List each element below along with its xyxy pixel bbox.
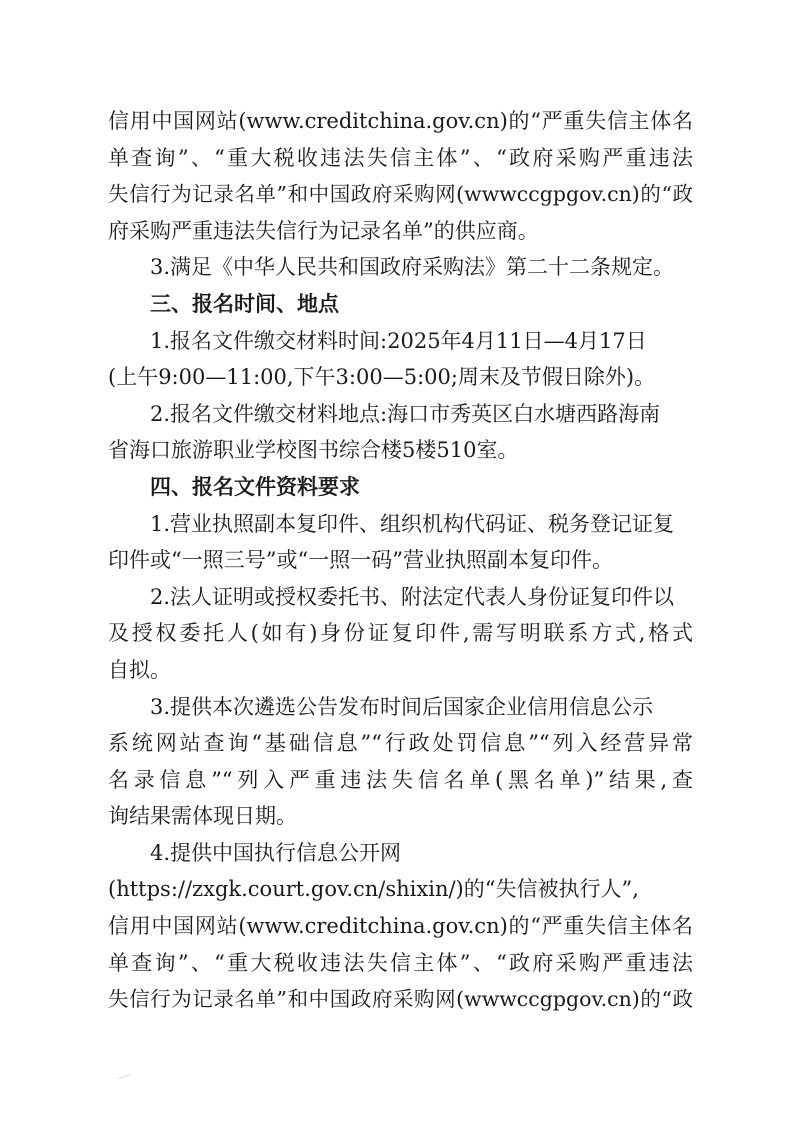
text-line: 省海口旅游职业学校图书综合楼5楼510室。 bbox=[108, 438, 519, 463]
section-heading: 三、报名时间、地点 bbox=[150, 291, 339, 316]
text-line: 4.提供中国执行信息公开网 bbox=[150, 840, 402, 865]
text-line: 信用中国网站(www.creditchina.gov.cn)的“严重失信主体名 bbox=[108, 914, 693, 939]
text-line: 失信行为记录名单”和中国政府采购网(wwwccgpgov.cn)的“政 bbox=[108, 987, 693, 1012]
text-line: 信用中国网站(www.creditchina.gov.cn)的“严重失信主体名 bbox=[108, 109, 693, 133]
scan-mark bbox=[117, 1074, 132, 1085]
text-line: 1.报名文件缴交材料时间:2025年4月11日—4月17日 bbox=[150, 328, 647, 353]
text-line: 印件或“一照三号”或“一照一码”营业执照副本复印件。 bbox=[108, 548, 613, 573]
text-line: 询结果需体现日期。 bbox=[108, 804, 297, 829]
text-line: 单查询”、“重大税收违法失信主体”、“政府采购严重违法 bbox=[108, 145, 693, 170]
text-line: 1.营业执照副本复印件、组织机构代码证、税务登记证复 bbox=[150, 511, 675, 536]
text-line: 2.报名文件缴交材料地点:海口市秀英区白水塘西路海南 bbox=[150, 401, 661, 426]
text-line: 名录信息”“列入严重违法失信名单(黑名单)”结果,查 bbox=[108, 767, 693, 792]
text-line: 2.法人证明或授权委托书、附法定代表人身份证复印件以 bbox=[150, 584, 675, 609]
text-line: 及授权委托人(如有)身份证复印件,需写明联系方式,格式 bbox=[108, 621, 693, 646]
text-line: 失信行为记录名单”和中国政府采购网(wwwccgpgov.cn)的“政 bbox=[108, 182, 693, 207]
text-line: 自拟。 bbox=[108, 657, 171, 682]
text-line: (https://zxgk.court.gov.cn/shixin/)的“失信被执行人”, bbox=[108, 877, 639, 902]
text-line: 系统网站查询“基础信息”“行政处罚信息”“列入经营异常 bbox=[108, 731, 693, 756]
section-heading: 四、报名文件资料要求 bbox=[150, 474, 360, 499]
text-line: (上午9:00—11:00,下午3:00—5:00;周末及节假日除外)。 bbox=[108, 365, 656, 390]
text-line: 府采购严重违法失信行为记录名单”的供应商。 bbox=[108, 218, 539, 243]
document-body bbox=[108, 103, 693, 1018]
text-line: 3.满足《中华人民共和国政府采购法》第二十二条规定。 bbox=[150, 255, 675, 280]
text-line: 3.提供本次遴选公告发布时间后国家企业信用信息公示 bbox=[150, 694, 654, 719]
text-line: 单查询”、“重大税收违法失信主体”、“政府采购严重违法 bbox=[108, 950, 693, 975]
